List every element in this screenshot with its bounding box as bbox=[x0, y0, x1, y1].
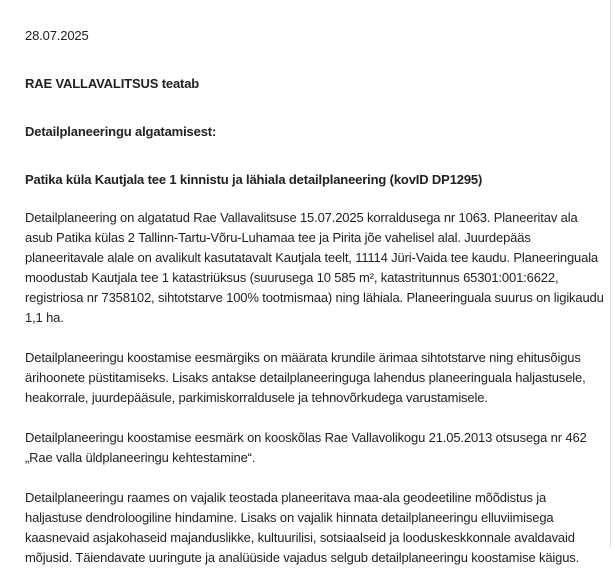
notice-date: 28.07.2025 bbox=[25, 28, 89, 43]
notice-content bbox=[25, 26, 605, 568]
notice-sender: RAE VALLAVALITSUS teatab bbox=[25, 76, 200, 91]
paragraph-initiation: Detailplaneering on algatatud Rae Vallavalitsuse 15.07.2025 korraldusega nr 1063. Planeeritav ala asub Patika külas 2 Tallinn-Tartu-Võru-Luhamaa tee ja Pirita jõe vahelisel alal. Juurdepääs planeeritavale alale on avalikult kasutatavalt Kautjala teelt, 11114 Jüri-Vaida tee kaudu. Planeeringuala moodustab Kautjala tee 1 katastriüksus (suurusega 10 585 m², katastritunnus 65301:001:6622, registriosa nr 7358102, sihtotstarve 100% tootmismaa) ning lähiala. Planeeringuala suurus on ligikaudu 1,1 ha. bbox=[25, 210, 604, 325]
notice-subject: Detailplaneeringu algatamisest: bbox=[25, 124, 217, 139]
paragraph-surveys: Detailplaneeringu raames on vajalik teostada planeeritava maa-ala geodeetiline mõõdistus ja haljastuse dendroloogiline hindamine. Lisaks on vajalik hinnata detailplaneeringu elluviimisega kaasnevaid asjakohaseid majanduslikke, kultuurilisi, sotsiaalseid ja looduskeskkonnale avaldavaid mõjusid. Täiendavate uuringute ja analüüside vajadus selgub detailplaneeringu koostamise käigus. bbox=[25, 490, 580, 565]
notice-title: Patika küla Kautjala tee 1 kinnistu ja lähiala detailplaneering (kovID DP1295) bbox=[25, 172, 483, 187]
paragraph-compliance: Detailplaneeringu koostamise eesmärk on kooskõlas Rae Vallavolikogu 21.05.2013 otsusega nr 462 „Rae valla üldplaneeringu kehtestamine“. bbox=[25, 430, 587, 465]
paragraph-purpose: Detailplaneeringu koostamise eesmärgiks on määrata krundile ärimaa sihtotstarve ning ehitusõigus ärihoonete püstitamiseks. Lisaks antakse detailplaneeringuga lahendus planeeringuala haljastusele, heakorrale, juurdepääsule, parkimiskorraldusele ja tehnovõrkudega varustamisele. bbox=[25, 350, 586, 405]
